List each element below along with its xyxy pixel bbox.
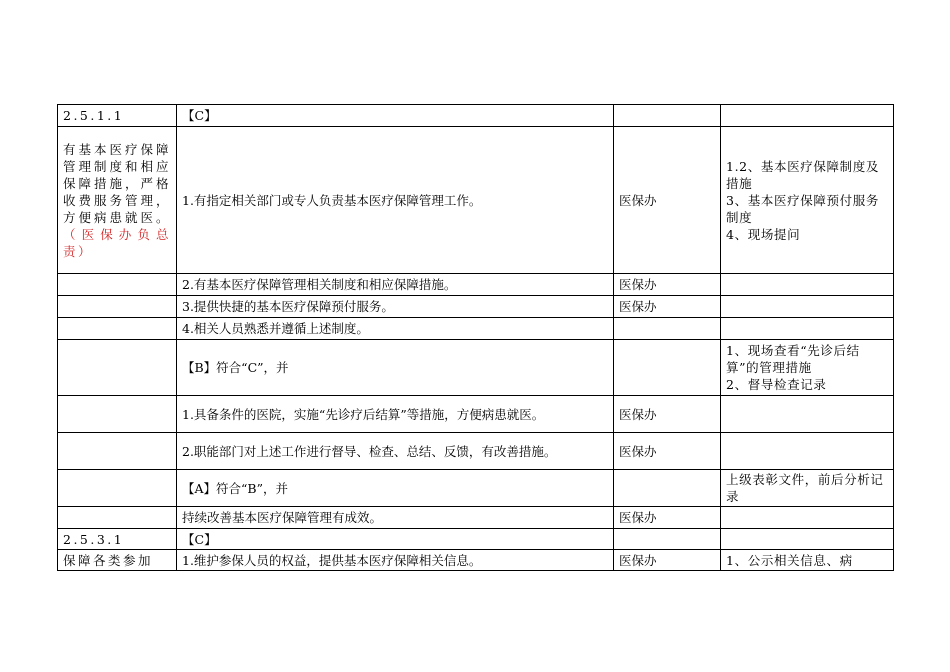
table-row — [58, 433, 894, 470]
criteria-cell: 持续改善基本医疗保障管理有成效。 — [177, 507, 614, 529]
item-code-cell — [58, 340, 177, 396]
evidence-cell — [721, 318, 894, 340]
table-row — [58, 470, 894, 507]
evidence-cell — [721, 433, 894, 470]
department-cell: 医保办 — [614, 396, 721, 433]
evidence-cell: 1、现场查看“先诊后结算”的管理措施 2、督导检查记录 — [721, 340, 894, 396]
criteria-cell: 1.具备条件的医院，实施“先诊疗后结算”等措施，方便病患就医。 — [177, 396, 614, 433]
item-code-cell — [58, 274, 177, 296]
table-row — [58, 105, 894, 127]
evidence-cell — [721, 396, 894, 433]
criteria-cell: 1.维护参保人员的权益，提供基本医疗保障相关信息。 — [177, 550, 614, 571]
department-cell — [614, 470, 721, 507]
table-row — [58, 396, 894, 433]
criteria-cell: 1.有指定相关部门或专人负责基本医疗保障管理工作。 — [177, 127, 614, 274]
item-code-cell: 2.5.3.1 — [58, 529, 177, 550]
criteria-cell: 【B】符合“C”，并 — [177, 340, 614, 396]
department-cell: 医保办 — [614, 274, 721, 296]
department-cell — [614, 105, 721, 127]
item-description-cell: 保障各类参加 — [58, 550, 177, 571]
item-code-cell — [58, 318, 177, 340]
item-code-cell — [58, 470, 177, 507]
table-row — [58, 507, 894, 529]
evidence-cell: 1、公示相关信息、病 — [721, 550, 894, 571]
evidence-cell — [721, 507, 894, 529]
standards-table — [57, 104, 894, 571]
department-cell: 医保办 — [614, 127, 721, 274]
responsibility-note: （医保办负总责） — [63, 226, 171, 259]
evidence-cell: 上级表彰文件，前后分析记录 — [721, 470, 894, 507]
item-description: 有基本医疗保障管理制度和相应保障措施，严格收费服务管理，方便病患就医。 — [63, 141, 171, 225]
table-row — [58, 127, 894, 274]
table-row — [58, 296, 894, 318]
department-cell: 医保办 — [614, 296, 721, 318]
table-row — [58, 550, 894, 571]
evidence-cell — [721, 529, 894, 550]
evidence-cell: 1.2、基本医疗保障制度及措施 3、基本医疗保障预付服务制度 4、现场提问 — [721, 127, 894, 274]
criteria-cell: 【A】符合“B”，并 — [177, 470, 614, 507]
criteria-cell: 2.有基本医疗保障管理相关制度和相应保障措施。 — [177, 274, 614, 296]
criteria-cell: 4.相关人员熟悉并遵循上述制度。 — [177, 318, 614, 340]
item-code-cell — [58, 396, 177, 433]
table-row — [58, 340, 894, 396]
criteria-cell: 3.提供快捷的基本医疗保障预付服务。 — [177, 296, 614, 318]
criteria-cell: 【C】 — [177, 529, 614, 550]
table-row — [58, 318, 894, 340]
evidence-cell — [721, 105, 894, 127]
item-description-cell — [58, 127, 177, 274]
evidence-cell — [721, 296, 894, 318]
department-cell — [614, 318, 721, 340]
table-row — [58, 529, 894, 550]
department-cell: 医保办 — [614, 550, 721, 571]
department-cell: 医保办 — [614, 433, 721, 470]
department-cell — [614, 340, 721, 396]
item-code-cell — [58, 433, 177, 470]
criteria-cell: 2.职能部门对上述工作进行督导、检查、总结、反馈，有改善措施。 — [177, 433, 614, 470]
evidence-cell — [721, 274, 894, 296]
criteria-cell: 【C】 — [177, 105, 614, 127]
item-code-cell — [58, 507, 177, 529]
item-code-cell: 2.5.1.1 — [58, 105, 177, 127]
department-cell — [614, 529, 721, 550]
table-row — [58, 274, 894, 296]
department-cell: 医保办 — [614, 507, 721, 529]
item-code-cell — [58, 296, 177, 318]
